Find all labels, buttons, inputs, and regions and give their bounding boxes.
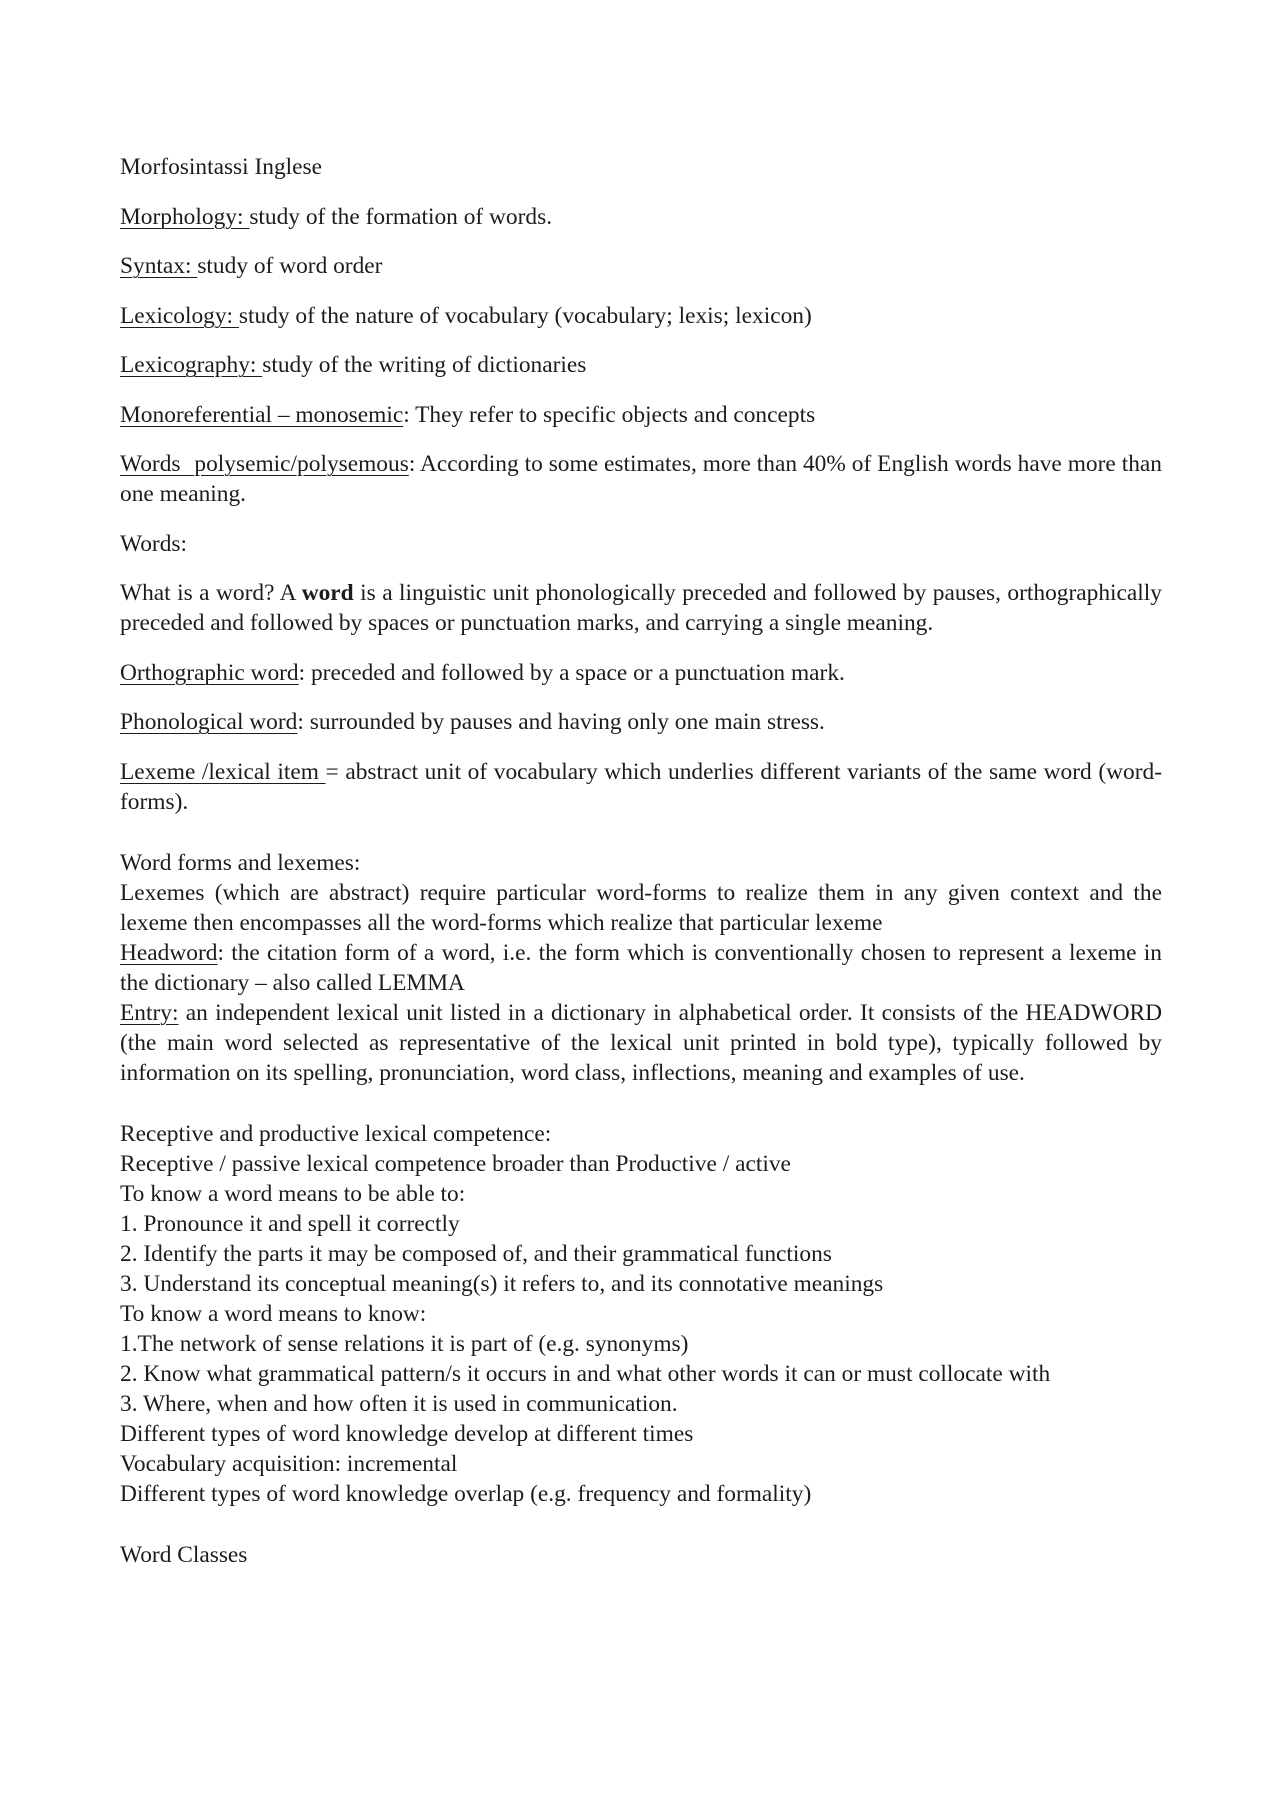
- list-item: 2. Identify the parts it may be composed of, and their grammatical functions: [120, 1240, 832, 1267]
- definition-text: study of the formation of words.: [249, 203, 553, 230]
- definition-text: study of the nature of vocabulary (vocabulary; lexis; lexicon): [238, 302, 812, 329]
- lexemes-section: [120, 848, 1162, 1088]
- headword-definition: [120, 938, 1162, 998]
- definition-text: an independent lexical unit listed in a dictionary in alphabetical order. It consists of the HEADWORD (the main word selected as representative of the lexical unit printed in bold type), typically followed by information on its spelling, pronunciation, word class, inflections, meaning and examples of use.: [120, 999, 1162, 1086]
- orthographic-word: [120, 658, 1162, 688]
- list-item: 3. Understand its conceptual meaning(s) it refers to, and its connotative meanings: [120, 1270, 884, 1297]
- word-def-bold: word: [301, 580, 354, 606]
- definition-term: Lexicology:: [120, 302, 239, 329]
- definition-polysemic: [120, 449, 1162, 509]
- definition-text: : According to some estimates, more than 40% of English words have more than one meaning.: [120, 451, 1162, 507]
- definition-term: Headword: [120, 939, 218, 966]
- competence-line: Receptive / passive lexical competence broader than Productive / active: [120, 1150, 791, 1177]
- competence-line: To know a word means to be able to:: [120, 1180, 466, 1207]
- definition-text: study of the writing of dictionaries: [262, 352, 587, 378]
- phonological-word: [120, 707, 1162, 737]
- lexeme-definition: [120, 757, 1162, 817]
- document-title: Morfosintassi Inglese: [120, 154, 323, 180]
- definition-morphology: [120, 202, 1162, 232]
- list-item: 2. Know what grammatical pattern/s it occurs in and what other words it can or must collocate with: [120, 1360, 1051, 1387]
- definition-lexicography: [120, 350, 1162, 380]
- words-heading: Words:: [120, 530, 187, 557]
- competence-line: Receptive and productive lexical competence:: [120, 1120, 552, 1147]
- definition-term: Morphology:: [120, 203, 250, 230]
- competence-section: [120, 1119, 1162, 1509]
- word-def-post: is a linguistic unit phonologically preceded and followed by pauses, orthographically preceded and followed by spaces or punctuation marks, and carrying a single meaning.: [120, 580, 1162, 636]
- word-def-pre: What is a word? A: [120, 580, 302, 606]
- definition-monoreferential: [120, 400, 1162, 430]
- competence-line: Different types of word knowledge overlap (e.g. frequency and formality): [120, 1480, 812, 1507]
- definition-text: study of word order: [197, 253, 383, 279]
- lexemes-intro: Lexemes (which are abstract) require particular word-forms to realize them in any given context and the lexeme then encompasses all the word-forms which realize that particular lexeme: [120, 879, 1162, 936]
- competence-line: Vocabulary acquisition: incremental: [120, 1450, 458, 1477]
- definition-text: : They refer to specific objects and concepts: [403, 401, 816, 428]
- competence-line: Different types of word knowledge develop at different times: [120, 1420, 694, 1447]
- definition-text: : preceded and followed by a space or a punctuation mark.: [298, 659, 845, 686]
- definition-term: Monoreferential – monosemic: [120, 401, 404, 428]
- list-item: 3. Where, when and how often it is used in communication.: [120, 1390, 678, 1417]
- list-item: 1.The network of sense relations it is part of (e.g. synonyms): [120, 1330, 689, 1357]
- definition-syntax: [120, 251, 1162, 281]
- definition-term: Syntax:: [120, 253, 198, 279]
- definition-term: Words polysemic/polysemous: [120, 451, 409, 477]
- lexemes-heading: Word forms and lexemes:: [120, 849, 361, 876]
- competence-line: To know a word means to know:: [120, 1300, 427, 1327]
- definition-term: Phonological word: [120, 709, 298, 735]
- definition-term: Entry:: [120, 999, 179, 1026]
- definition-text: : surrounded by pauses and having only one main stress.: [297, 709, 825, 735]
- list-item: 1. Pronounce it and spell it correctly: [120, 1210, 460, 1237]
- word-classes-heading: Word Classes: [120, 1541, 248, 1568]
- definition-term: Lexeme /lexical item: [120, 758, 326, 785]
- definition-text: = abstract unit of vocabulary which underlies different variants of the same word (word-forms).: [120, 758, 1162, 815]
- definition-term: Lexicography:: [120, 352, 263, 378]
- definition-text: : the citation form of a word, i.e. the form which is conventionally chosen to represent a lexeme in the dictionary – also called LEMMA: [120, 939, 1162, 996]
- entry-definition: [120, 998, 1162, 1088]
- document-page: [120, 152, 1162, 1589]
- definition-lexicology: [120, 301, 1162, 331]
- word-definition: [120, 578, 1162, 638]
- definition-term: Orthographic word: [120, 659, 299, 686]
